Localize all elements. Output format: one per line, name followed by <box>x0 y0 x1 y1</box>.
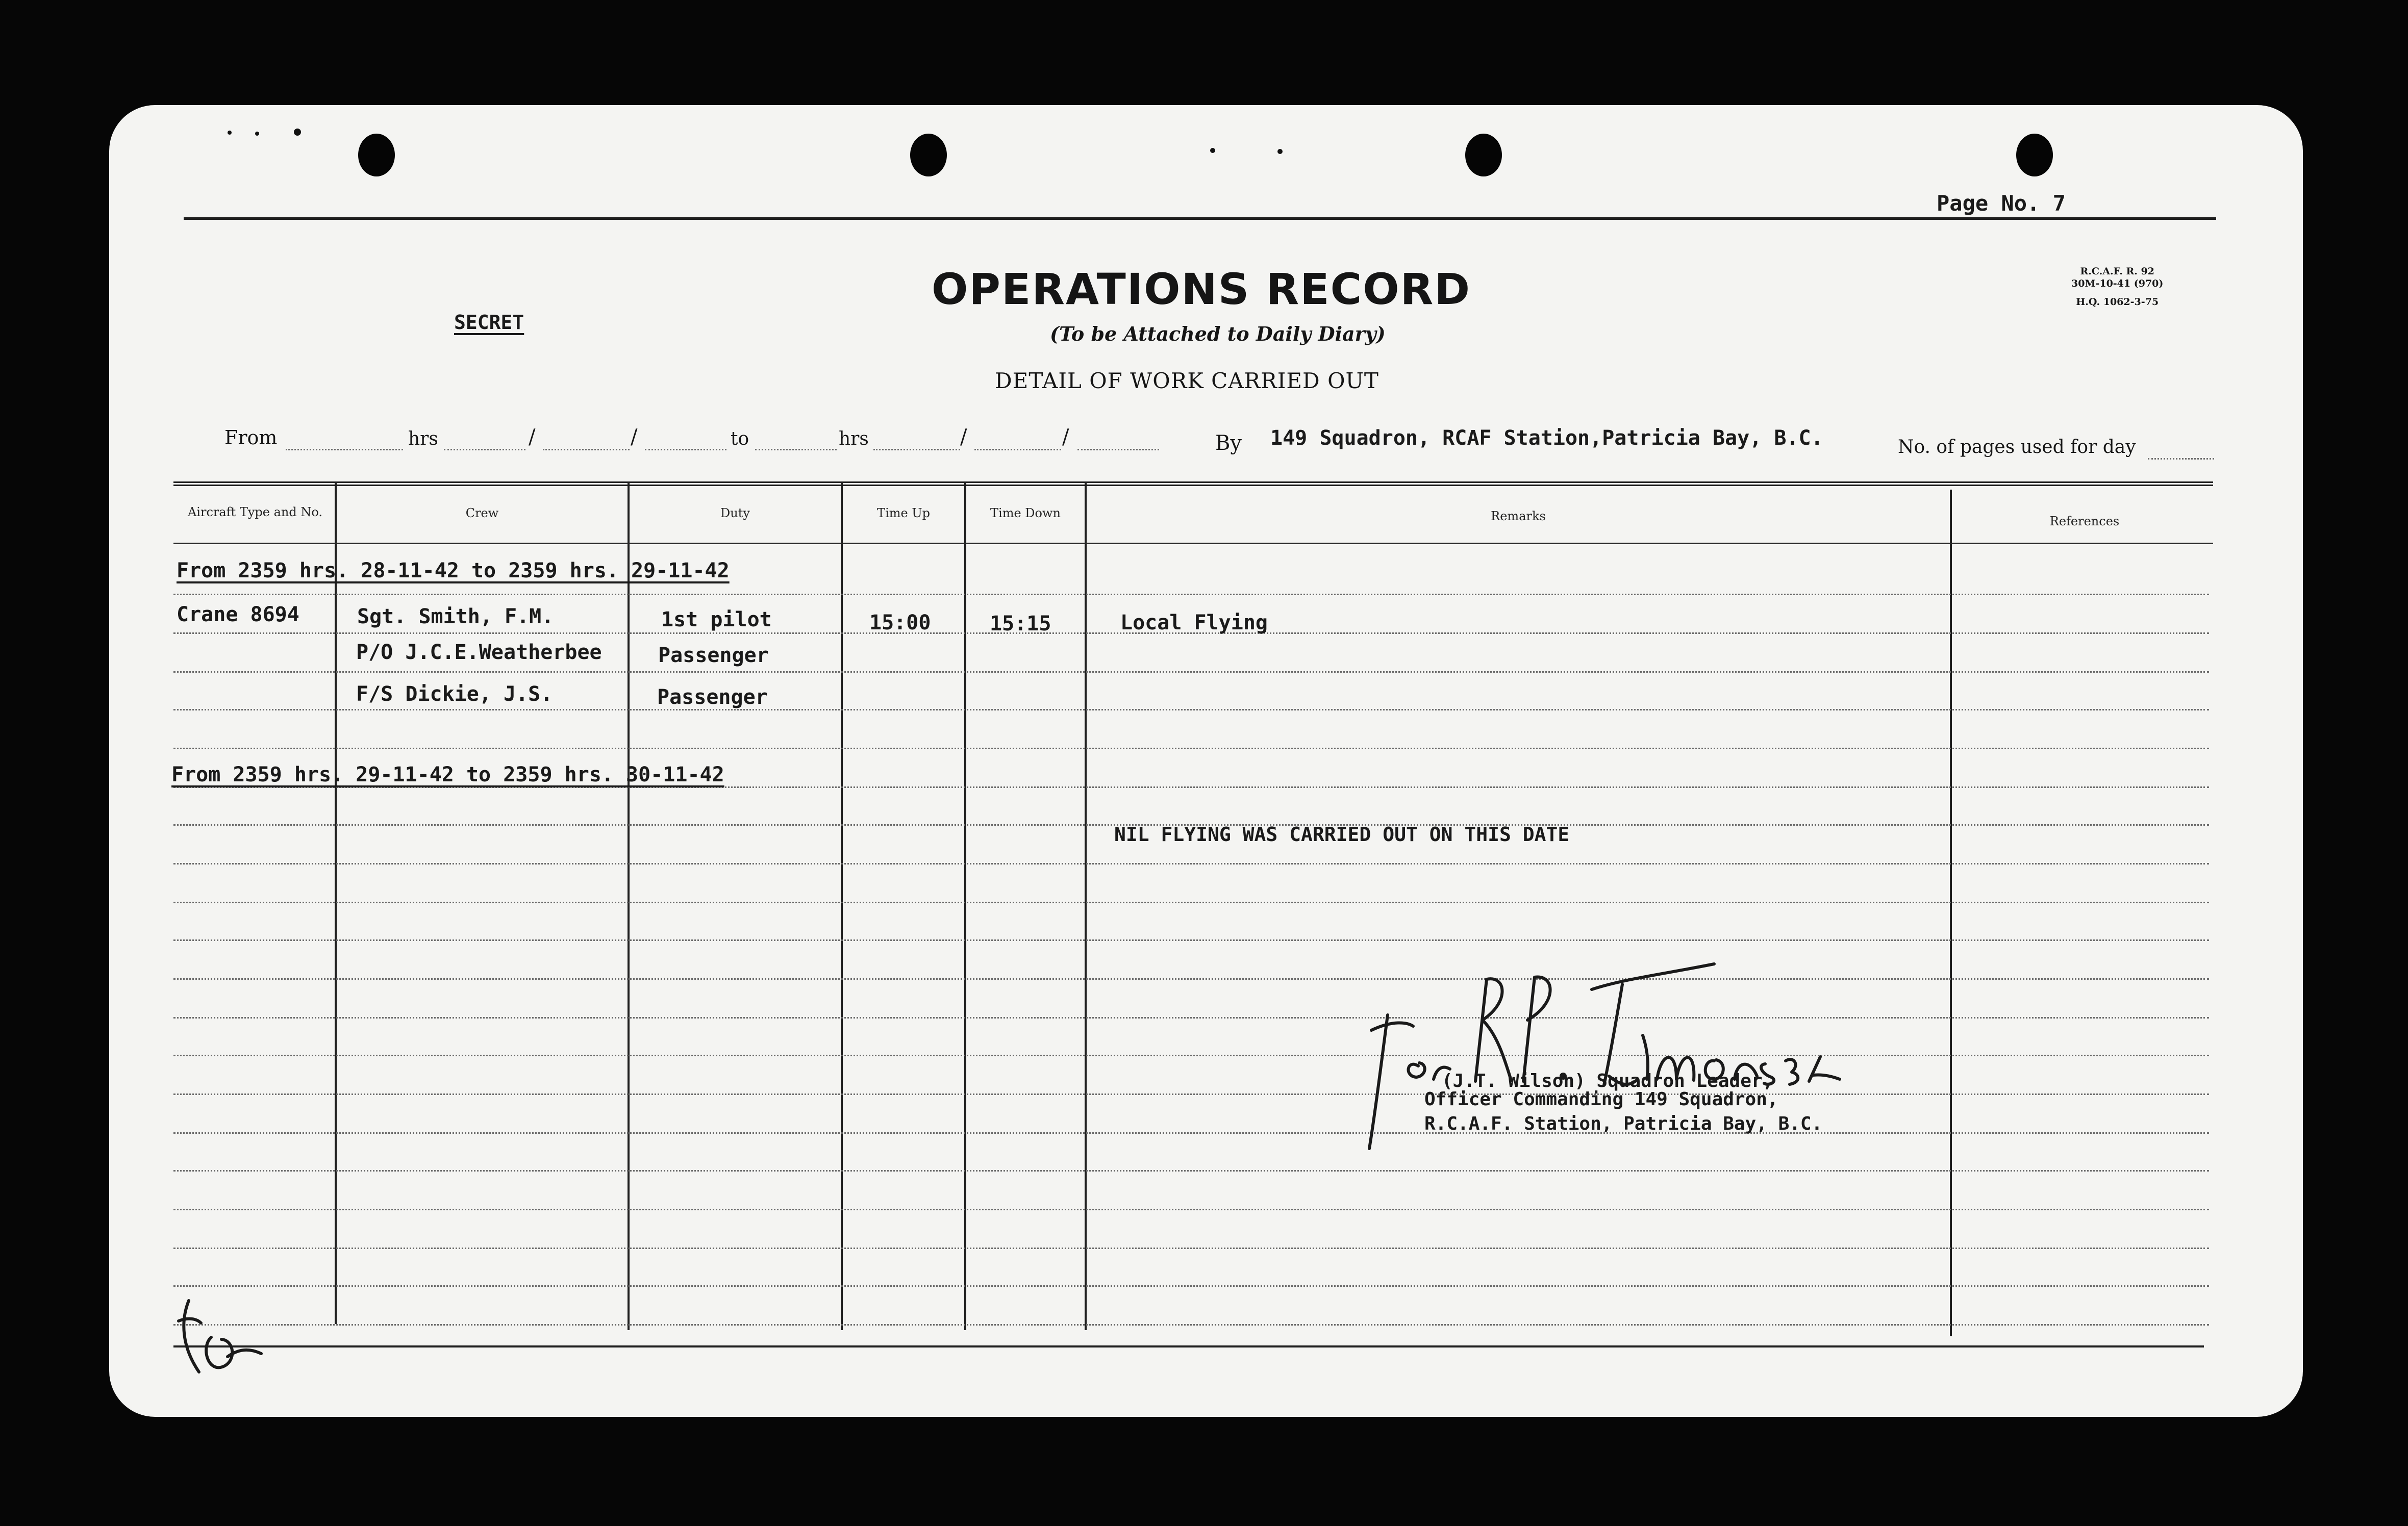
period-heading: From 2359 hrs. 29-11-42 to 2359 hrs. 30-11-42 <box>171 763 724 786</box>
signature-line: (J.T. Wilson) Squadron Leader, <box>1442 1071 1774 1091</box>
section-title: DETAIL OF WORK CARRIED OUT <box>995 368 1379 393</box>
form-code-line: 30M-10-41 (970) <box>2071 278 2164 289</box>
form-code-line: R.C.A.F. R. 92 <box>2080 266 2154 277</box>
punch-hole-3 <box>1465 134 1502 176</box>
punch-hole-4 <box>2016 134 2053 176</box>
nil-flying-remark: NIL FLYING WAS CARRIED OUT ON THIS DATE <box>1114 823 1570 846</box>
document-subtitle: (To be Attached to Daily Diary) <box>1050 322 1386 345</box>
crew-duty: 1st pilot <box>661 608 772 631</box>
by-label: By <box>1215 431 1242 455</box>
punch-hole-1 <box>358 134 395 176</box>
pages-used-label: No. of pages used for day <box>1898 437 2136 457</box>
crew-member: Sgt. Smith, F.M. <box>357 605 554 628</box>
crew-duty: Passenger <box>657 685 768 709</box>
slash: / <box>960 425 967 449</box>
crew-member: P/O J.C.E.Weatherbee <box>356 641 602 664</box>
column-header-references: References <box>2049 514 2120 528</box>
to-label: to <box>731 428 749 449</box>
slash: / <box>529 425 536 449</box>
period-heading: From 2359 hrs. 28-11-42 to 2359 hrs. 29-11-42 <box>177 559 730 582</box>
slash: / <box>1062 425 1069 449</box>
page-number: Page No. 7 <box>1937 191 2066 216</box>
time-down-value: 15:15 <box>990 612 1051 635</box>
header-rule <box>173 543 2213 544</box>
column-header-time-up: Time Up <box>877 506 930 520</box>
signature-line: R.C.A.F. Station, Patricia Bay, B.C. <box>1424 1113 1823 1134</box>
column-header-time-down: Time Down <box>990 506 1061 520</box>
hrs-label: hrs <box>408 428 438 449</box>
column-divider <box>841 481 843 1330</box>
crew-duty: Passenger <box>658 644 769 667</box>
column-header-aircraft: Aircraft Type and No. <box>187 505 323 519</box>
form-code-line: H.Q. 1062-3-75 <box>2076 296 2159 308</box>
aircraft-type: Crane 8694 <box>177 603 299 626</box>
hrs-label: hrs <box>839 428 869 449</box>
document-title: OPERATIONS RECORD <box>932 264 1471 314</box>
punch-hole-2 <box>910 134 947 176</box>
column-header-duty: Duty <box>720 506 750 520</box>
column-divider <box>964 481 966 1330</box>
unit-name: 149 Squadron, RCAF Station,Patricia Bay, B.C. <box>1270 426 1823 450</box>
table-bottom-rule <box>173 1345 2204 1347</box>
column-divider <box>628 481 630 1330</box>
security-classification: SECRET <box>454 311 524 334</box>
remark-text: Local Flying <box>1120 611 1268 634</box>
form-codes <box>2071 265 2163 308</box>
column-divider <box>1085 481 1087 1330</box>
signature-block <box>1424 1072 1822 1133</box>
crew-member: F/S Dickie, J.S. <box>356 682 553 706</box>
handwritten-initials <box>168 1290 281 1387</box>
from-label: From <box>224 426 278 449</box>
column-header-remarks: Remarks <box>1491 509 1546 523</box>
top-rule <box>184 217 2216 220</box>
signature-line: Officer Commanding 149 Squadron, <box>1424 1089 1778 1110</box>
slash: / <box>631 425 638 449</box>
table-top-rule <box>173 481 2213 486</box>
column-header-crew: Crew <box>465 506 499 520</box>
time-up-value: 15:00 <box>869 611 931 634</box>
